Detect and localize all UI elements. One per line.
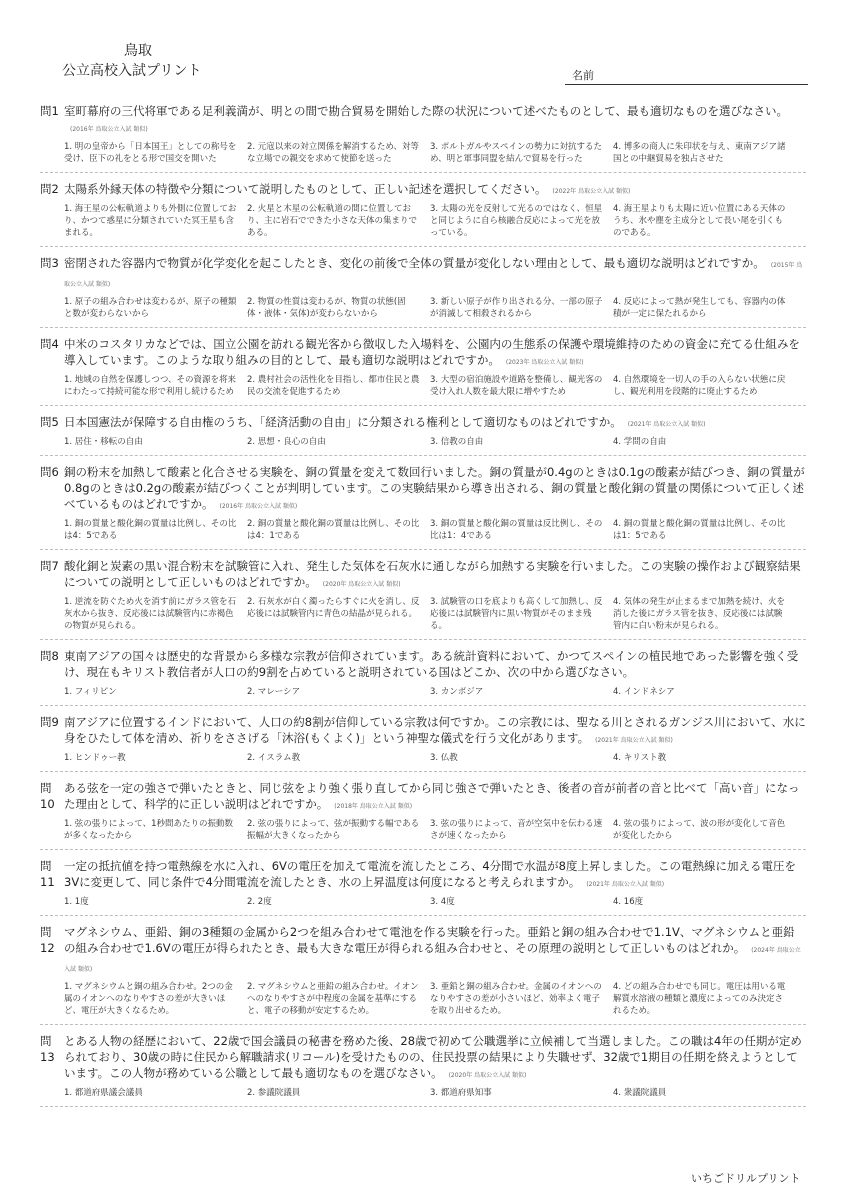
question-text: とある人物の経歴において、22歳で国会議員の秘書を務めた後、28歳で初めて公職選挙に立候補して当選しました。この職は4年の任期が定められており、30歳の時に住民から解職請求(リコール)を受けたものの、住民投票の結果により失職せず、32歳で1期目の任期を終えようとしています。この人物が務めている公職として最も適切なものを選びなさい。 xyxy=(64,1034,802,1080)
question-text: 酸化銅と炭素の黒い混合粉末を試験管に入れ、発生した気体を石灰水に通しながら加熱する実験を行いました。この実験の操作および観察結果についての説明として正しいものはどれですか。 xyxy=(64,559,801,589)
choice-1[interactable]: 1. 明の皇帝から「日本国王」としての称号を受け、臣下の礼をとる形で国交を開いた xyxy=(64,142,237,164)
choice-2[interactable]: 2. 銅の質量と酸化銅の質量は比例し、その比は4：1である xyxy=(247,519,420,541)
choice-3[interactable]: 3. 銅の質量と酸化銅の質量は反比例し、その比は1：4である xyxy=(430,519,603,541)
question-text: ある弦を一定の強さで弾いたときと、同じ弦をより強く張り直してから同じ強さで弾いたとき、後者の音が前者の音と比べて「高い音」になった理由として、科学的に正しい説明はどれですか。 xyxy=(64,781,800,811)
choice-2[interactable]: 2. イスラム教 xyxy=(247,753,301,763)
choice-list xyxy=(64,596,806,632)
choice-1[interactable]: 1. 逆流を防ぐため火を消す前にガラス管を石灰水から抜き、反応後には試験管内に赤褐色の物質が見られる。 xyxy=(64,597,237,631)
question-number: 問9 xyxy=(40,715,59,729)
question-source: (2015年 鳥取公立入試 類似) xyxy=(64,262,803,288)
choice-2[interactable]: 2. 石灰水が白く濁ったらすぐに火を消し、反応後には試験管内に青色の結晶が見られる。 xyxy=(247,597,420,619)
choice-2[interactable]: 2. 参議院議員 xyxy=(247,1088,301,1098)
choice-list xyxy=(64,752,806,764)
question-6 xyxy=(40,461,806,550)
choice-1[interactable]: 1. 地域の自然を保護しつつ、その資源を将来にわたって持続可能な形で利用し続けるため xyxy=(64,375,236,397)
question-text: 中米のコスタリカなどでは、国立公園を訪れる観光客から徴収した入場料を、公園内の生態系の保護や環境維持のための資金に充てる仕組みを導入しています。このような取り組みの目的として、最も適切な説明はどれですか。 xyxy=(64,337,800,367)
choice-3[interactable]: 3. 試験管の口を底よりも高くして加熱し、反応後には試験管内に黒い物質がそのまま残る。 xyxy=(430,597,603,631)
choice-4[interactable]: 4. 気体の発生が止まるまで加熱を続け、火を消した後にガラス管を抜き、反応後には試験管内に白い粉末が見られる。 xyxy=(613,597,785,631)
choice-3[interactable]: 3. ポルトガルやスペインの勢力に対抗するため、明と軍事同盟を結んで貿易を行った xyxy=(430,142,603,164)
choice-1[interactable]: 1. 海王星の公転軌道よりも外側に位置しており、かつて惑星に分類されていた冥王星も含まれる。 xyxy=(64,204,237,238)
choice-list xyxy=(64,686,806,698)
question-source: (2021年 鳥取公立入試 類似) xyxy=(595,737,673,744)
choice-list xyxy=(64,981,806,1017)
question-5 xyxy=(40,411,806,456)
question-text: 密閉された容器内で物質が化学変化を起こしたとき、変化の前後で全体の質量が変化しない理由として、最も適切な説明はどれですか。 xyxy=(64,256,765,270)
question-number: 問10 xyxy=(40,781,55,811)
question-source: (2021年 鳥取公立入試 類似) xyxy=(586,881,665,888)
choice-2[interactable]: 2. マグネシウムと亜鉛の組み合わせ。イオンへのなりやすさが中程度の金属を基準にすると、電子の移動が安定するため。 xyxy=(247,982,419,1016)
question-8 xyxy=(40,645,806,706)
choice-1[interactable]: 1. マグネシウムと銅の組み合わせ。2つの金属のイオンへのなりやすさの差が大きいほど、電圧が大きくなるため。 xyxy=(64,982,233,1016)
choice-4[interactable]: 4. 弦の張りによって、波の形が変化して音色が変化したから xyxy=(613,819,786,841)
footer-brand: いちごドリルプリント xyxy=(691,1172,801,1185)
choice-2[interactable]: 2. 元寇以来の対立関係を解消するため、対等な立場での親交を求めて使節を送った xyxy=(247,142,419,164)
question-number: 問12 xyxy=(40,925,55,955)
choice-3[interactable]: 3. 大型の宿泊施設や道路を整備し、観光客の受け入れ人数を最大限に増やすため xyxy=(430,375,603,397)
page-header xyxy=(0,0,849,95)
choice-list xyxy=(64,818,806,842)
question-number: 問2 xyxy=(40,182,59,196)
choice-list xyxy=(64,1087,806,1099)
name-label: 名前 xyxy=(572,69,594,82)
question-number: 問4 xyxy=(40,337,59,351)
page-title: 公立高校入試プリント xyxy=(62,63,202,79)
choice-list xyxy=(64,374,806,398)
question-source: (2016年 鳥取公立入試 類似) xyxy=(70,126,148,133)
question-10 xyxy=(40,777,806,850)
question-source: (2018年 鳥取公立入試 類似) xyxy=(334,803,413,810)
question-text: 日本国憲法が保障する自由権のうち、「経済活動の自由」に分類される権利として適切なものはどれですか。 xyxy=(64,415,622,429)
question-text: 一定の抵抗値を持つ電熱線を水に入れ、6Vの電圧を加えて電流を流したところ、4分間で水温が8度上昇しました。この電熱線に加える電圧を3Vに変更して、同じ条件で4分間電流を流したとき、水の上昇温度は何度になると考えられますか。 xyxy=(64,859,796,889)
question-number: 問1 xyxy=(40,104,59,118)
choice-4[interactable]: 4. 衆議院議員 xyxy=(613,1088,667,1098)
question-number: 問13 xyxy=(40,1034,55,1064)
choice-list xyxy=(64,436,806,448)
choice-3[interactable]: 3. カンボジア xyxy=(430,687,484,697)
question-source: (2021年 鳥取公立入試 類似) xyxy=(627,421,706,428)
choice-1[interactable]: 1. 都道府県議会議員 xyxy=(64,1088,143,1098)
question-11 xyxy=(40,855,806,916)
choice-1[interactable]: 1. 原子の組み合わせは変わるが、原子の種類と数が変わらないから xyxy=(64,297,237,319)
choice-1[interactable]: 1. 弦の張りによって、1秒間あたりの振動数が多くなったから xyxy=(64,819,234,841)
question-number: 問7 xyxy=(40,559,59,573)
choice-3[interactable]: 3. 亜鉛と銅の組み合わせ。金属のイオンへのなりやすさの差が小さいほど、効率よく電子を取り出せるため。 xyxy=(430,982,602,1016)
question-text: 室町幕府の三代将軍である足利義満が、明との間で勘合貿易を開始した際の状況について述べたものとして、最も適切なものを選びなさい。 xyxy=(64,104,789,118)
choice-4[interactable]: 4. 反応によって熱が発生しても、容器内の体積が一定に保たれるから xyxy=(613,297,786,319)
choice-4[interactable]: 4. 海王星よりも太陽に近い位置にある天体のうち、氷や塵を主成分として長い尾を引くものである。 xyxy=(613,204,786,238)
question-13 xyxy=(40,1030,806,1107)
choice-list xyxy=(64,296,806,320)
choice-4[interactable]: 4. 16度 xyxy=(613,897,644,907)
choice-list xyxy=(64,141,806,165)
question-2 xyxy=(40,178,806,247)
choice-1[interactable]: 1. 1度 xyxy=(64,897,89,907)
question-number: 問6 xyxy=(40,465,59,479)
question-source: (2023年 鳥取公立入試 類似) xyxy=(505,359,584,366)
question-1 xyxy=(40,100,806,173)
choice-4[interactable]: 4. 銅の質量と酸化銅の質量は比例し、その比は1：5である xyxy=(613,519,786,541)
choice-1[interactable]: 1. ヒンドゥー教 xyxy=(64,753,126,763)
choice-list xyxy=(64,896,806,908)
page-title-prefecture: 鳥取 xyxy=(124,43,152,59)
choice-3[interactable]: 3. 都道府県知事 xyxy=(430,1088,492,1098)
question-4 xyxy=(40,333,806,406)
question-text: 銅の粉末を加熱して酸素と化合させる実験を、銅の質量を変えて数回行いました。銅の質量が0.4gのときは0.1gの酸素が結びつき、銅の質量が0.8gのときは0.2gの酸素が結びつくことが判明しています。この実験結果から導き出される、銅の質量と酸化銅の質量の関係について正しく述べているものはどれですか。 xyxy=(64,465,805,511)
question-source: (2020年 鳥取公立入試 類似) xyxy=(448,1072,527,1079)
question-9 xyxy=(40,711,806,772)
choice-list xyxy=(64,518,806,542)
choice-4[interactable]: 4. インドネシア xyxy=(613,687,675,697)
question-source: (2022年 鳥取公立入試 類似) xyxy=(552,188,631,195)
choice-4[interactable]: 4. 自然環境を一切人の手の入らない状態に戻し、観光利用を段階的に廃止するため xyxy=(613,375,786,397)
question-text: 東南アジアの国々は歴史的な背景から多様な宗教が信仰されています。ある統計資料において、かつてスペインの植民地であった影響を強く受け、現在もキリスト教信者が人口の約9割を占めていると説明されている国はどこか、次の中から選びなさい。 xyxy=(64,649,799,679)
choice-3[interactable]: 3. 新しい原子が作り出される分、一部の原子が消滅して相殺されるから xyxy=(430,297,603,319)
choice-4[interactable]: 4. キリスト教 xyxy=(613,753,667,763)
question-7 xyxy=(40,555,806,640)
choice-4[interactable]: 4. どの組み合わせでも同じ。電圧は用いる電解質水溶液の種類と濃度によってのみ決定されるため。 xyxy=(613,982,786,1016)
choice-1[interactable]: 1. 銅の質量と酸化銅の質量は比例し、その比は4：5である xyxy=(64,519,237,541)
question-number: 問3 xyxy=(40,256,59,270)
question-list xyxy=(40,100,806,1112)
choice-list xyxy=(64,203,806,239)
question-text: 南アジアに位置するインドにおいて、人口の約8割が信仰している宗教は何ですか。この宗教には、聖なる川とされるガンジス川において、水に身をひたして体を清め、祈りをささげる「沐浴(もくよく)」という神聖な儀式を行う文化があります。 xyxy=(64,715,806,745)
question-3 xyxy=(40,252,806,328)
question-source: (2020年 鳥取公立入試 類似) xyxy=(322,581,401,588)
question-source: (2024年 鳥取公立入試 類似) xyxy=(64,947,801,973)
choice-3[interactable]: 3. 信教の自由 xyxy=(430,437,484,447)
choice-3[interactable]: 3. 4度 xyxy=(430,897,455,907)
question-text: 太陽系外縁天体の特徴や分類について説明したものとして、正しい記述を選択してください。 xyxy=(64,182,547,196)
choice-3[interactable]: 3. 仏教 xyxy=(430,753,458,763)
question-number: 問5 xyxy=(40,415,59,429)
choice-2[interactable]: 2. 農村社会の活性化を目指し、都市住民と農民の交流を促進するため xyxy=(247,375,420,397)
choice-2[interactable]: 2. マレーシア xyxy=(247,687,301,697)
choice-4[interactable]: 4. 学問の自由 xyxy=(613,437,667,447)
choice-4[interactable]: 4. 博多の商人に朱印状を与え、東南アジア諸国との中継貿易を独占させた xyxy=(613,142,786,164)
choice-2[interactable]: 2. 火星と木星の公転軌道の間に位置しており、主に岩石でできた小さな天体の集まりである。 xyxy=(247,204,418,238)
choice-2[interactable]: 2. 弦の張りによって、弦が振動する幅である振幅が大きくなったから xyxy=(247,819,420,841)
choice-1[interactable]: 1. フィリピン xyxy=(64,687,117,697)
question-12 xyxy=(40,921,806,1025)
question-number: 問11 xyxy=(40,859,55,889)
choice-2[interactable]: 2. 物質の性質は変わるが、物質の状態(固体・液体・気体)が変わらないから xyxy=(247,297,406,319)
choice-3[interactable]: 3. 太陽の光を反射して光るのではなく、恒星と同じように自ら核融合反応によって光を放っている。 xyxy=(430,204,603,238)
choice-2[interactable]: 2. 思想・良心の自由 xyxy=(247,437,326,447)
name-field[interactable] xyxy=(565,84,808,85)
question-source: (2016年 鳥取公立入試 類似) xyxy=(219,503,298,510)
choice-3[interactable]: 3. 弦の張りによって、音が空気中を伝わる速さが速くなったから xyxy=(430,819,603,841)
choice-1[interactable]: 1. 居住・移転の自由 xyxy=(64,437,143,447)
question-number: 問8 xyxy=(40,649,59,663)
choice-2[interactable]: 2. 2度 xyxy=(247,897,272,907)
question-text: マグネシウム、亜鉛、銅の3種類の金属から2つを組み合わせて電池を作る実験を行った。亜鉛と銅の組み合わせで1.1V、マグネシウムと亜鉛の組み合わせで1.6Vの電圧が得られたとき、最も大きな電圧が得られる組み合わせと、その原理の説明として正しいものはどれか。 xyxy=(64,925,795,955)
